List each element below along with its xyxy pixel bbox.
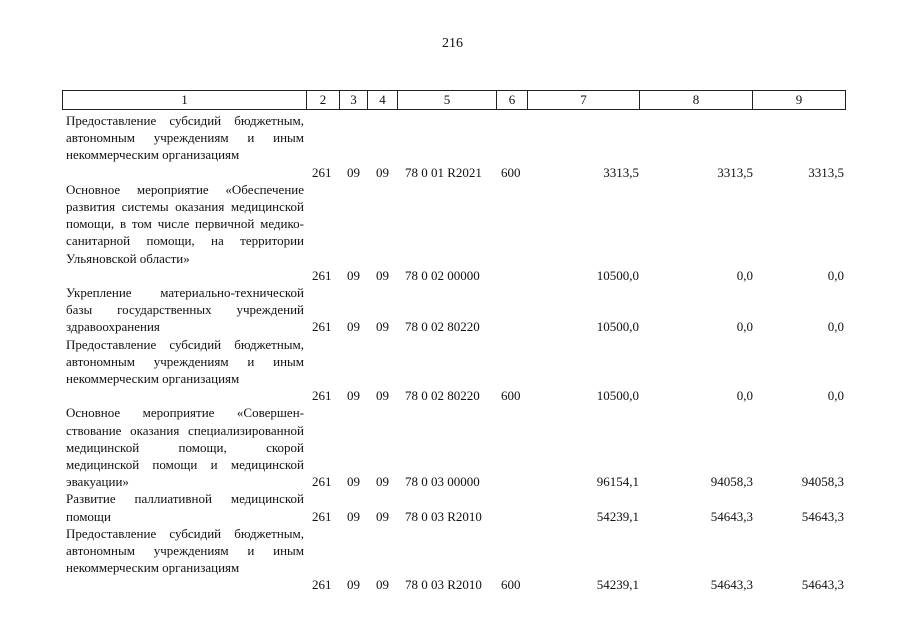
- row-cell-7: 10500,0: [596, 388, 639, 404]
- header-cell-7: 7: [528, 90, 640, 110]
- row-cell-5: 78 0 01 R2021: [405, 164, 482, 180]
- row-name: Основное мероприятие «Совершенствование оказания специализированной медицинской помощи, скорой медицинской помощи и медицинской эвакуации»: [66, 405, 304, 490]
- header-cell-4: 4: [368, 90, 398, 110]
- row-cell-6: 600: [501, 388, 521, 404]
- row-cell-4: 09: [376, 474, 389, 490]
- row-cell-7: 10500,0: [596, 267, 639, 283]
- row-name: Предоставление субсидий бюджетным, автономным учреждениям и иным некоммерческим организациям: [66, 525, 304, 576]
- row-cell-2: 261: [312, 508, 332, 524]
- row-name: Предоставление субсидий бюджетным, автономным учреждениям и иным некоммерческим организациям: [66, 336, 304, 386]
- header-cell-3: 3: [340, 90, 368, 110]
- row-cell-3: 09: [347, 388, 360, 404]
- row-cell-7: 10500,0: [596, 319, 639, 335]
- header-cell-5: 5: [398, 90, 497, 110]
- table-row: [0, 181, 905, 284]
- table-body: [0, 112, 905, 594]
- row-cell-6: 600: [501, 164, 521, 180]
- row-cell-8: 0,0: [736, 267, 753, 283]
- table-row: [0, 490, 905, 524]
- row-cell-7: 54239,1: [596, 508, 639, 524]
- row-cell-4: 09: [376, 164, 389, 180]
- row-cell-4: 09: [376, 319, 389, 335]
- row-cell-3: 09: [347, 474, 360, 490]
- row-cell-5: 78 0 03 R2010: [405, 508, 482, 524]
- row-cell-7: 54239,1: [596, 577, 639, 593]
- row-name: Основное мероприятие «Обеспечение развития системы оказания медицинской помощи, в том числе первичной медико-санитарной помощи, на территории Ульяновской области»: [66, 181, 304, 266]
- header-cell-6: 6: [497, 90, 528, 110]
- row-cell-3: 09: [347, 508, 360, 524]
- row-cell-3: 09: [347, 319, 360, 335]
- row-cell-9: 54643,3: [801, 508, 844, 524]
- row-cell-9: 0,0: [827, 319, 844, 335]
- row-cell-2: 261: [312, 474, 332, 490]
- row-cell-9: 0,0: [827, 267, 844, 283]
- row-cell-2: 261: [312, 388, 332, 404]
- row-cell-3: 09: [347, 577, 360, 593]
- row-cell-4: 09: [376, 577, 389, 593]
- row-cell-3: 09: [347, 164, 360, 180]
- header-cell-9: 9: [753, 90, 846, 110]
- row-cell-8: 0,0: [736, 388, 753, 404]
- row-cell-5: 78 0 02 80220: [405, 388, 480, 404]
- row-cell-8: 54643,3: [710, 508, 753, 524]
- row-cell-5: 78 0 02 80220: [405, 319, 480, 335]
- table-row: [0, 112, 905, 181]
- header-cell-2: 2: [307, 90, 340, 110]
- row-cell-2: 261: [312, 267, 332, 283]
- header-cell-1: 1: [62, 90, 307, 110]
- table-row: [0, 336, 905, 405]
- row-cell-8: 3313,5: [717, 164, 753, 180]
- row-name: Развитие паллиативной медицинской помощи: [66, 491, 304, 524]
- row-cell-4: 09: [376, 508, 389, 524]
- header-cell-8: 8: [640, 90, 753, 110]
- row-cell-8: 94058,3: [710, 474, 753, 490]
- row-cell-2: 261: [312, 164, 332, 180]
- row-cell-5: 78 0 02 00000: [405, 267, 480, 283]
- row-cell-4: 09: [376, 388, 389, 404]
- row-cell-2: 261: [312, 319, 332, 335]
- row-cell-8: 0,0: [736, 319, 753, 335]
- table-row: [0, 284, 905, 336]
- table-row: [0, 525, 905, 594]
- row-cell-9: 94058,3: [801, 474, 844, 490]
- row-cell-3: 09: [347, 267, 360, 283]
- row-cell-5: 78 0 03 R2010: [405, 577, 482, 593]
- row-cell-8: 54643,3: [710, 577, 753, 593]
- row-cell-9: 54643,3: [801, 577, 844, 593]
- row-cell-9: 3313,5: [808, 164, 844, 180]
- row-cell-6: 600: [501, 577, 521, 593]
- row-cell-9: 0,0: [827, 388, 844, 404]
- row-name: Укрепление материально-технической базы государственных учреждений здравоохранения: [66, 284, 304, 335]
- row-cell-4: 09: [376, 267, 389, 283]
- row-cell-7: 96154,1: [596, 474, 639, 490]
- page-number: 216: [442, 36, 463, 51]
- row-cell-5: 78 0 03 00000: [405, 474, 480, 490]
- row-name: Предоставление субсидий бюджетным, автономным учреждениям и иным некоммерческим организациям: [66, 113, 304, 163]
- table-row: [0, 404, 905, 490]
- row-cell-2: 261: [312, 577, 332, 593]
- row-cell-7: 3313,5: [603, 164, 639, 180]
